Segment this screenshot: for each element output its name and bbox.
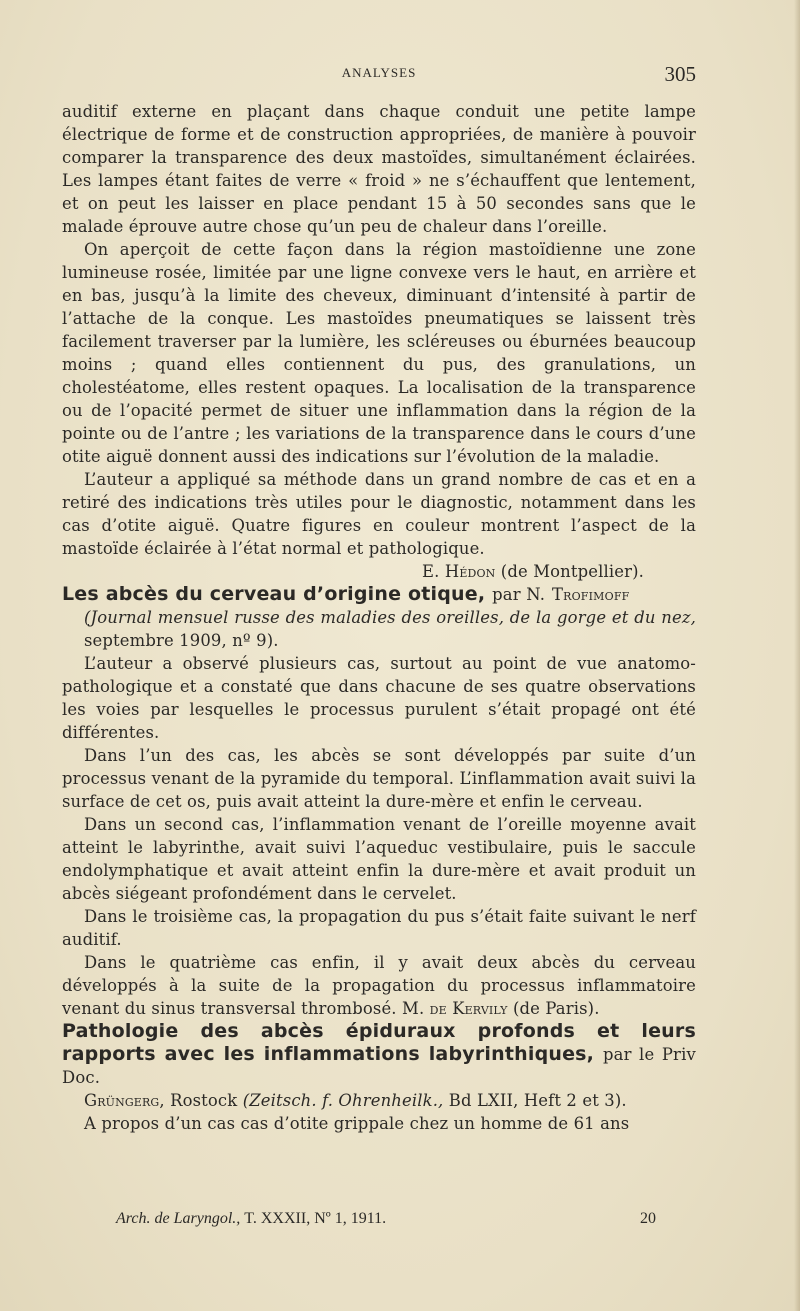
footer-volume: T. XXXII, Nº 1, 1911. (244, 1210, 387, 1227)
paragraph-7: Dans le troisième cas, la propagation du pus s’était faite suivant le nerf auditif. (62, 907, 696, 949)
article-2-heading (62, 1020, 696, 1089)
article-2-source: (Zeitsch. f. Ohrenheilk., (242, 1091, 444, 1110)
paragraph-6: Dans un second cas, l’inflammation venant de l’oreille moyenne avait atteint le labyrinthe, avait suivi l’aqueduc vestibulaire, puis le saccule endolymphatique et avait atteint enfin la dure-mère et avait produit un abcès siégeant profondément dans le cervelet. (62, 815, 696, 903)
article-2-author: Grüngerg (84, 1091, 160, 1110)
article-2-title: Pathologie des abcès épiduraux profonds et leurs rapports avec les inflammations labyrinthiques, (62, 1020, 696, 1065)
running-head (62, 62, 696, 86)
page-edge-shadow (794, 0, 800, 1311)
paragraph-8-text: Dans le quatrième cas enfin, il y avait deux abcès du cerveau développés à la suite de la propagation du processus inflammatoire venant du sinus transversal thrombosé. (62, 953, 696, 1018)
body-text (62, 100, 696, 1135)
article-2-by: par le Priv Doc. (62, 1045, 696, 1087)
article-2-ref: Bd LXII, Heft 2 et 3). (448, 1091, 627, 1110)
article-1-by: par N. (492, 585, 546, 604)
article-1-source: (Journal mensuel russe des maladies des oreilles, de la gorge et du nez, (84, 608, 696, 627)
footer-sheet-number: 20 (640, 1210, 656, 1227)
footer-journal: Arch. de Laryngol., (116, 1210, 241, 1227)
article-1-heading (62, 583, 696, 606)
signature-2-prefix: M. de (402, 999, 447, 1018)
article-1-author: Trofimoff (551, 585, 630, 604)
article-2-city: , Rostock (159, 1091, 238, 1110)
paragraph-5: Dans l’un des cas, les abcès se sont développés par suite d’un processus venant de la pyramide du temporal. L’inflammation avait suivi la surface de cet os, puis avait atteint la dure-mère et enfin le cerveau. (62, 746, 696, 811)
article-1-title: Les abcès du cerveau d’origine otique, (62, 583, 486, 605)
paragraph-1: auditif externe en plaçant dans chaque conduit une petite lampe électrique de forme et de construction appropriées, de manière à pouvoir comparer la transparence des deux mastoïdes, simultanément éclairées. Les lampes étant faites de verre « froid » ne s’échauffent que lentement, et on peut les laisser en place pendant 15 à 50 secondes sans que le malade éprouve autre chose qu’un peu de chaleur dans l’oreille. (62, 102, 696, 236)
signature-2-place: (de Paris). (512, 999, 600, 1018)
signature-1 (62, 560, 696, 583)
signature-1-place: (de Montpellier). (500, 562, 644, 581)
article-1-reference (62, 606, 696, 652)
page-number: 305 (664, 62, 696, 86)
paragraph-2: On aperçoit de cette façon dans la région mastoïdienne une zone lumineuse rosée, limitée par une ligne convexe vers le haut, en arrière et en bas, jusqu’à la limite des cheveux, diminuant d’intensité à partir de l’attache de la conque. Les mastoïdes pneumatiques se laissent très facilement traverser par la lumière, les scléreuses ou éburnées beaucoup moins ; quand elles contiennent du pus, des granulations, un cholestéatome, elles restent opaques. La localisation de la transparence ou de l’opacité permet de situer une inflammation dans la région de la pointe ou de l’antre ; les variations de la transparence dans le cours d’une otite aiguë donnent aussi des indications sur l’évolution de la maladie. (62, 240, 696, 466)
signature-2-name: Kervily (452, 999, 508, 1018)
signature-1-name: E. Hédon (422, 562, 496, 581)
article-1-date: septembre 1909, nº 9). (84, 631, 279, 650)
article-2-reference (62, 1089, 696, 1112)
paragraph-9: A propos d’un cas cas d’otite grippale chez un homme de 61 ans (84, 1114, 630, 1133)
paragraph-4: L’auteur a observé plusieurs cas, surtout au point de vue anatomo-pathologique et a constaté que dans chacune de ses quatre observations les voies par lesquelles le processus purulent s’était propagé ont été différentes. (62, 654, 696, 742)
running-title: ANALYSES (341, 65, 417, 80)
footer (116, 1210, 656, 1228)
paragraph-3: L’auteur a appliqué sa méthode dans un grand nombre de cas et en a retiré des indications très utiles pour le diagnostic, notamment dans les cas d’otite aiguë. Quatre figures en couleur montrent l’aspect de la mastoïde éclairée à l’état normal et pathologique. (62, 470, 696, 558)
signature-2 (402, 999, 600, 1018)
paragraph-8 (62, 951, 696, 1020)
